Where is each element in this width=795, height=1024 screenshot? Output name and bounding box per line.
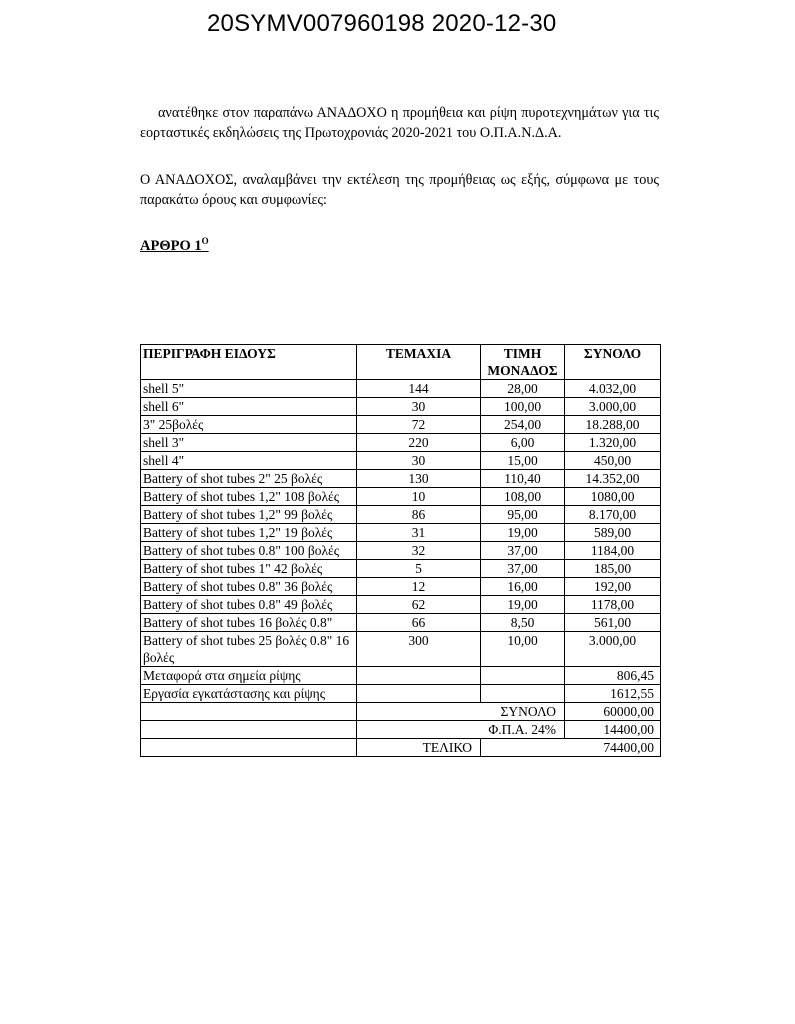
item-unit-price: 95,00 xyxy=(481,506,565,524)
item-quantity: 130 xyxy=(357,470,481,488)
article-label: ΑΡΘΡΟ 1 xyxy=(140,237,202,254)
item-quantity: 32 xyxy=(357,542,481,560)
item-description: Battery of shot tubes 16 βολές 0.8" xyxy=(141,614,357,632)
table-row xyxy=(141,596,661,614)
terms-paragraph: Ο ΑΝΑΔΟΧΟΣ, αναλαμβάνει την εκτέλεση της προμήθειας ως εξής, σύμφωνα με τους παρακάτω όρους και συμφωνίες: xyxy=(140,172,659,208)
item-total: 450,00 xyxy=(565,452,661,470)
item-quantity: 144 xyxy=(357,380,481,398)
item-quantity: 62 xyxy=(357,596,481,614)
final-row xyxy=(141,739,661,757)
item-quantity: 30 xyxy=(357,452,481,470)
item-quantity: 72 xyxy=(357,416,481,434)
final-value: 74400,00 xyxy=(481,739,661,757)
header-unit-price: ΤΙΜΗ ΜΟΝΑΔΟΣ xyxy=(481,345,565,380)
article-superscript: Ο xyxy=(201,236,209,246)
item-quantity: 300 xyxy=(357,632,481,667)
item-description: shell 3" xyxy=(141,434,357,452)
item-description: Battery of shot tubes 25 βολές 0.8" 16 βολές xyxy=(141,632,357,667)
item-unit-price: 108,00 xyxy=(481,488,565,506)
table-row xyxy=(141,578,661,596)
item-unit-price: 16,00 xyxy=(481,578,565,596)
article-heading xyxy=(140,236,209,255)
item-description: Battery of shot tubes 1,2" 99 βολές xyxy=(141,506,357,524)
service-row xyxy=(141,667,661,685)
vat-value: 14400,00 xyxy=(565,721,661,739)
item-total: 1184,00 xyxy=(565,542,661,560)
item-unit-price: 37,00 xyxy=(481,560,565,578)
service-total: 1612,55 xyxy=(565,685,661,703)
item-quantity: 220 xyxy=(357,434,481,452)
item-total: 8.170,00 xyxy=(565,506,661,524)
item-description: Battery of shot tubes 0.8" 36 βολές xyxy=(141,578,357,596)
table-row xyxy=(141,434,661,452)
item-total: 589,00 xyxy=(565,524,661,542)
item-description: Battery of shot tubes 2" 25 βολές xyxy=(141,470,357,488)
table-row xyxy=(141,560,661,578)
table-row xyxy=(141,380,661,398)
item-unit-price: 37,00 xyxy=(481,542,565,560)
table-row xyxy=(141,452,661,470)
subtotal-row xyxy=(141,703,661,721)
item-quantity: 30 xyxy=(357,398,481,416)
item-total: 1080,00 xyxy=(565,488,661,506)
table-row xyxy=(141,614,661,632)
item-total: 185,00 xyxy=(565,560,661,578)
table-row xyxy=(141,398,661,416)
item-total: 3.000,00 xyxy=(565,398,661,416)
item-total: 1.320,00 xyxy=(565,434,661,452)
item-description: shell 5" xyxy=(141,380,357,398)
service-description: Μεταφορά στα σημεία ρίψης xyxy=(141,667,357,685)
item-total: 561,00 xyxy=(565,614,661,632)
table-row xyxy=(141,488,661,506)
item-total: 18.288,00 xyxy=(565,416,661,434)
item-quantity: 12 xyxy=(357,578,481,596)
item-unit-price: 100,00 xyxy=(481,398,565,416)
assignment-paragraph: ανατέθηκε στον παραπάνω ΑΝΑΔΟΧΟ η προμήθεια και ρίψη πυροτεχνημάτων για τις εορταστικές εκδηλώσεις της Πρωτοχρονιάς 2020-2021 του Ο.Π.Α.Ν.Δ.Α. xyxy=(140,105,659,141)
table-header-row xyxy=(141,345,661,380)
items-table xyxy=(140,344,661,757)
table-row xyxy=(141,524,661,542)
item-unit-price: 19,00 xyxy=(481,596,565,614)
item-total: 14.352,00 xyxy=(565,470,661,488)
item-unit-price: 8,50 xyxy=(481,614,565,632)
header-description: ΠΕΡΙΓΡΑΦΗ ΕΙΔΟΥΣ xyxy=(141,345,357,380)
item-description: shell 4" xyxy=(141,452,357,470)
subtotal-label: ΣΥΝΟΛΟ xyxy=(357,703,565,721)
item-total: 4.032,00 xyxy=(565,380,661,398)
item-quantity: 10 xyxy=(357,488,481,506)
final-label: ΤΕΛΙΚΟ xyxy=(357,739,481,757)
table-row xyxy=(141,542,661,560)
vat-row xyxy=(141,721,661,739)
item-total: 3.000,00 xyxy=(565,632,661,667)
subtotal-value: 60000,00 xyxy=(565,703,661,721)
service-total: 806,45 xyxy=(565,667,661,685)
item-total: 1178,00 xyxy=(565,596,661,614)
item-quantity: 86 xyxy=(357,506,481,524)
table-row xyxy=(141,506,661,524)
header-quantity: ΤΕΜΑΧΙΑ xyxy=(357,345,481,380)
item-quantity: 5 xyxy=(357,560,481,578)
table-row xyxy=(141,470,661,488)
item-quantity: 66 xyxy=(357,614,481,632)
document-code: 20SYMV007960198 2020-12-30 xyxy=(207,10,557,37)
header-total: ΣΥΝΟΛΟ xyxy=(565,345,661,380)
item-unit-price: 254,00 xyxy=(481,416,565,434)
item-quantity: 31 xyxy=(357,524,481,542)
item-unit-price: 15,00 xyxy=(481,452,565,470)
table-row xyxy=(141,416,661,434)
item-description: shell 6" xyxy=(141,398,357,416)
item-description: Battery of shot tubes 0.8" 49 βολές xyxy=(141,596,357,614)
item-unit-price: 19,00 xyxy=(481,524,565,542)
item-description: Battery of shot tubes 0.8" 100 βολές xyxy=(141,542,357,560)
item-description: Battery of shot tubes 1" 42 βολές xyxy=(141,560,357,578)
item-total: 192,00 xyxy=(565,578,661,596)
item-description: 3" 25βολές xyxy=(141,416,357,434)
item-unit-price: 110,40 xyxy=(481,470,565,488)
item-unit-price: 28,00 xyxy=(481,380,565,398)
item-unit-price: 10,00 xyxy=(481,632,565,667)
item-unit-price: 6,00 xyxy=(481,434,565,452)
table-row xyxy=(141,632,661,667)
service-row xyxy=(141,685,661,703)
service-description: Εργασία εγκατάστασης και ρίψης xyxy=(141,685,357,703)
item-description: Battery of shot tubes 1,2" 108 βολές xyxy=(141,488,357,506)
vat-label: Φ.Π.Α. 24% xyxy=(357,721,565,739)
item-description: Battery of shot tubes 1,2" 19 βολές xyxy=(141,524,357,542)
